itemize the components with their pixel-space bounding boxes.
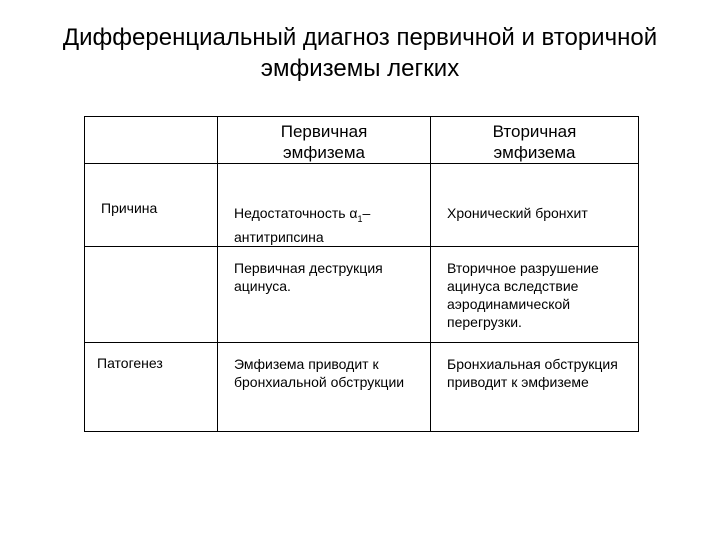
header-secondary-line-2: эмфизема <box>493 143 576 162</box>
destruction-primary-text: Первичная деструкция ацинуса. <box>234 259 383 294</box>
alpha-subscript: 1 <box>357 213 363 224</box>
destruction-secondary-cell <box>431 246 639 342</box>
differential-diagnosis-table <box>84 116 639 432</box>
header-corner-cell <box>85 117 218 164</box>
header-secondary <box>431 117 639 164</box>
row-label-cause <box>85 164 218 247</box>
table-row <box>85 246 639 342</box>
page-title <box>40 22 680 84</box>
destruction-primary-cell <box>218 246 431 342</box>
pathogenesis-primary-cell <box>218 342 431 431</box>
pathogenesis-primary-text: Эмфизема приводит к бронхиальной обструкции <box>234 355 405 390</box>
table-row <box>85 164 639 247</box>
cause-primary-text: Недостаточность α <box>234 205 358 221</box>
cause-primary-cell <box>218 164 431 247</box>
header-primary-line-2: эмфизема <box>282 143 366 162</box>
destruction-secondary-text: Вторичное разрушение ацинуса вследствие аэродинамической перегрузки. <box>447 259 599 330</box>
row-label-text: Причина <box>101 200 158 216</box>
cause-secondary-text: Хронический бронхит <box>447 205 588 221</box>
cause-secondary-cell <box>431 164 639 247</box>
row-label-text: Патогенез <box>97 354 163 371</box>
header-secondary-line-1: Вторичная <box>492 122 577 141</box>
row-label-empty <box>85 246 218 342</box>
title-line-2: эмфиземы легких <box>260 55 460 82</box>
table-row <box>85 342 639 431</box>
cause-primary-dash: – <box>362 205 371 221</box>
table-header-row <box>85 117 639 164</box>
header-primary <box>218 117 431 164</box>
pathogenesis-secondary-cell <box>431 342 639 431</box>
cause-primary-text-2: антитрипсина <box>234 228 324 245</box>
title-line-1: Дифференциальный диагноз первичной и вторичной <box>62 24 658 51</box>
row-label-pathogenesis <box>85 342 218 431</box>
pathogenesis-secondary-text: Бронхиальная обструкция приводит к эмфиземе <box>447 355 618 390</box>
header-primary-line-1: Первичная <box>280 122 368 141</box>
